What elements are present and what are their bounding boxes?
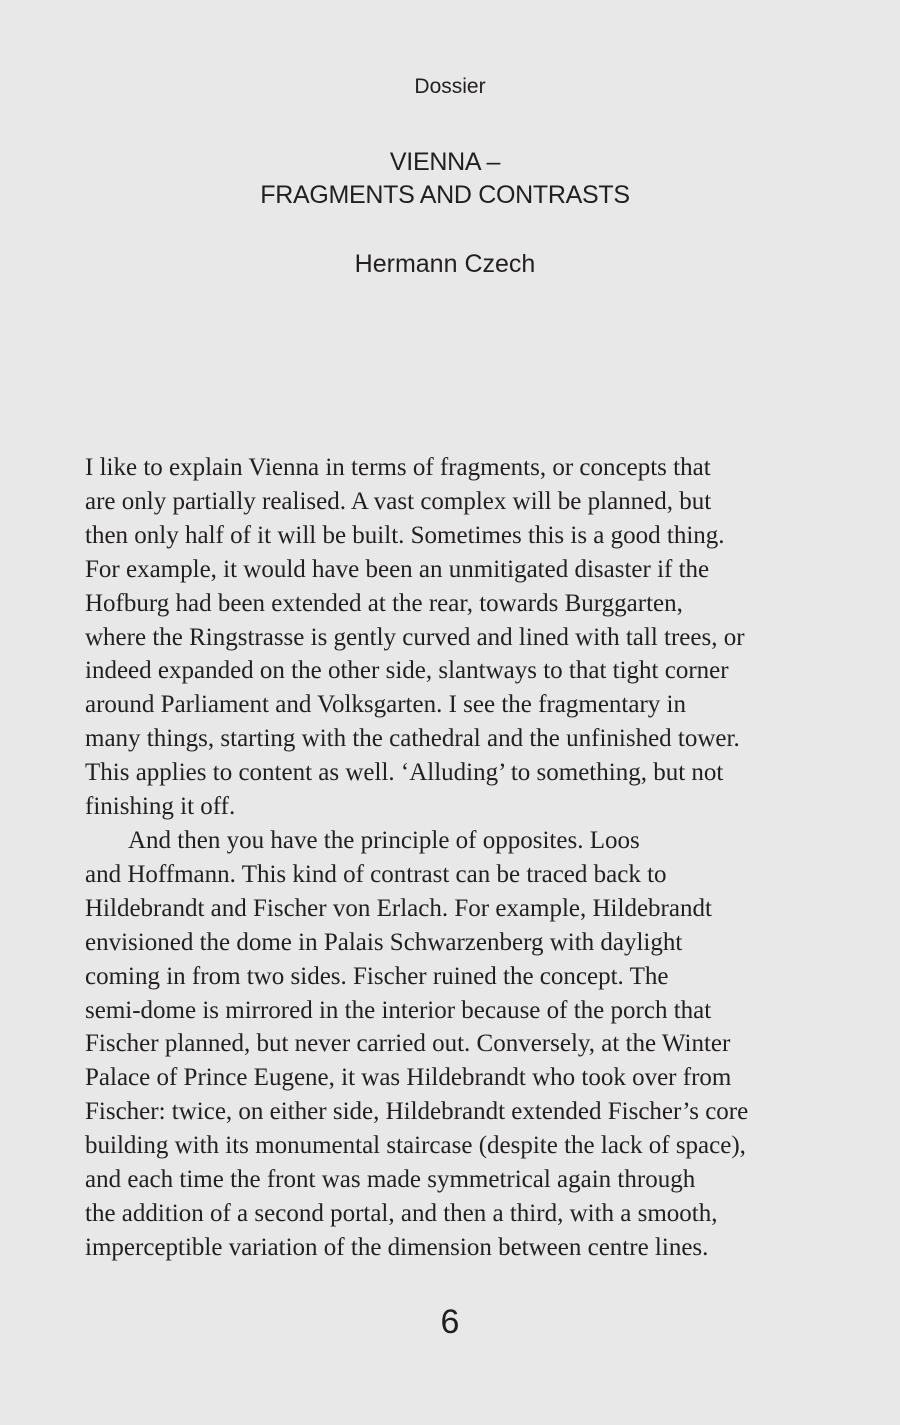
text-line: Fischer: twice, on either side, Hildebrandt extended Fischer’s core xyxy=(85,1098,749,1126)
author-name: Hermann Czech xyxy=(354,250,536,278)
paragraph-1 xyxy=(85,451,825,824)
text-line: building with its monumental staircase (despite the lack of space), xyxy=(85,1132,746,1160)
text-line: and Hoffmann. This kind of contrast can be traced back to xyxy=(85,860,667,888)
text-line: indeed expanded on the other side, slantways to that tight corner xyxy=(85,657,729,685)
text-line: imperceptible variation of the dimension between centre lines. xyxy=(85,1233,709,1261)
text-line: around Parliament and Volksgarten. I see the fragmentary in xyxy=(85,691,686,719)
text-line: finishing it off. xyxy=(85,793,236,821)
article-body xyxy=(85,451,825,1265)
text-line: This applies to content as well. ‘Alluding’ to something, but not xyxy=(85,759,724,787)
text-line: envisioned the dome in Palais Schwarzenberg with daylight xyxy=(85,928,683,956)
article-title-line-2: FRAGMENTS AND CONTRASTS xyxy=(260,181,630,209)
text-line: many things, starting with the cathedral and the unfinished tower. xyxy=(85,725,740,753)
text-line: coming in from two sides. Fischer ruined the concept. The xyxy=(85,962,669,990)
text-line: are only partially realised. A vast complex will be planned, but xyxy=(85,487,712,515)
text-line: and each time the front was made symmetrical again through xyxy=(85,1166,696,1194)
article-title-line-1: VIENNA – xyxy=(389,148,501,176)
paragraph-2 xyxy=(85,824,825,1265)
text-line: Palace of Prince Eugene, it was Hildebrandt who took over from xyxy=(85,1064,732,1092)
page-number: 6 xyxy=(440,1303,460,1341)
text-line: semi-dome is mirrored in the interior because of the porch that xyxy=(85,996,712,1024)
text-line: Hildebrandt and Fischer von Erlach. For example, Hildebrandt xyxy=(85,894,712,922)
section-label: Dossier xyxy=(414,75,486,98)
text-line: where the Ringstrasse is gently curved and lined with tall trees, or xyxy=(85,623,745,651)
text-line: Hofburg had been extended at the rear, towards Burggarten, xyxy=(85,589,683,617)
text-line: I like to explain Vienna in terms of fragments, or concepts that xyxy=(85,454,711,481)
text-line: Fischer planned, but never carried out. Conversely, at the Winter xyxy=(85,1030,731,1058)
text-line: For example, it would have been an unmitigated disaster if the xyxy=(85,555,710,583)
text-line: And then you have the principle of opposites. Loos xyxy=(128,826,640,854)
article-title xyxy=(0,146,890,212)
text-line: the addition of a second portal, and then a third, with a smooth, xyxy=(85,1199,718,1227)
text-line: then only half of it will be built. Sometimes this is a good thing. xyxy=(85,521,725,549)
